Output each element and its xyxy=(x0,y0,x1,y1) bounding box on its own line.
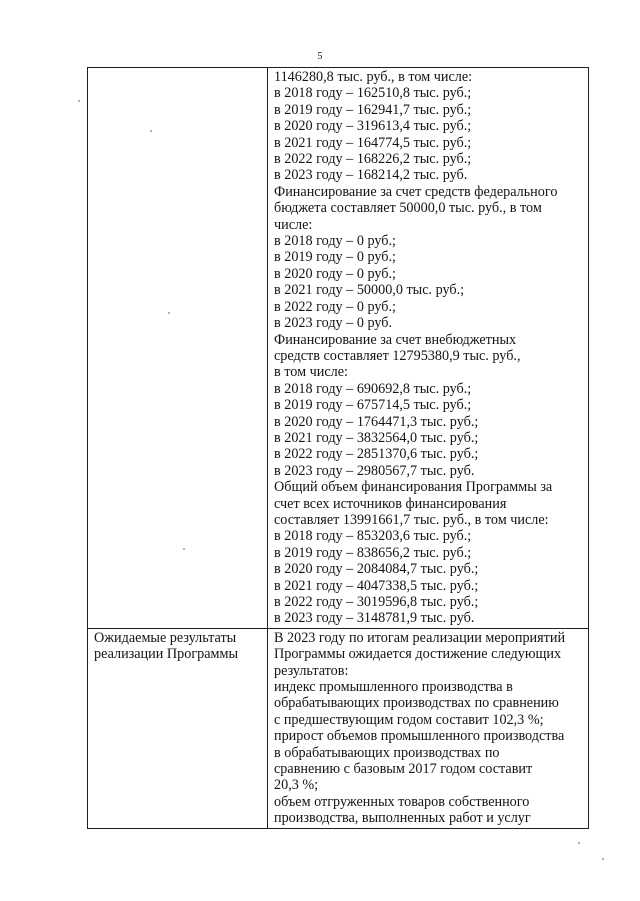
text-line: объем отгруженных товаров собственного xyxy=(274,793,530,810)
text-line: в 2019 году – 838656,2 тыс. руб.; xyxy=(274,544,472,561)
program-passport-table xyxy=(87,67,589,829)
text-line: в 2019 году – 162941,7 тыс. руб.; xyxy=(274,101,472,118)
text-line: индекс промышленного производства в xyxy=(274,679,513,696)
scan-speck xyxy=(602,858,604,860)
text-line: в 2018 году – 853203,6 тыс. руб.; xyxy=(274,528,472,545)
table-row-financing xyxy=(88,68,589,629)
text-line: Общий объем финансирования Программы за xyxy=(274,479,553,496)
text-line: в 2022 году – 3019596,8 тыс. руб.; xyxy=(274,594,479,610)
table-cell-label-empty xyxy=(88,68,268,629)
text-line: производства, выполненных работ и услуг xyxy=(274,810,531,827)
text-line: в 2020 году – 2084084,7 тыс. руб.; xyxy=(274,561,479,578)
text-line: обрабатывающих производствах по сравнению xyxy=(274,695,559,712)
text-line: Финансирование за счет внебюджетных xyxy=(274,331,517,348)
table-cell-expected-results-text xyxy=(268,628,589,828)
table-row-expected-results xyxy=(88,628,589,828)
text-line: 20,3 %; xyxy=(274,777,319,794)
text-line: в 2021 году – 164774,5 тыс. руб.; xyxy=(274,134,472,151)
text-line: в том числе: xyxy=(274,364,348,381)
text-line: бюджета составляет 50000,0 тыс. руб., в том xyxy=(274,200,542,217)
text-line: числе: xyxy=(274,216,313,233)
text-line: В 2023 году по итогам реализации мероприятий xyxy=(274,629,566,646)
text-line: составляет 13991661,7 тыс. руб., в том числе: xyxy=(274,511,549,528)
text-line: в 2021 году – 50000,0 тыс. руб.; xyxy=(274,282,465,299)
table-cell-label-expected-results xyxy=(88,628,268,828)
text-line: прирост объемов промышленного производства xyxy=(274,728,565,745)
text-line: в 2018 году – 162510,8 тыс. руб.; xyxy=(274,85,472,102)
scan-speck xyxy=(168,312,170,314)
text-line: в 2022 году – 2851370,6 тыс. руб.; xyxy=(274,446,479,463)
text-line: Ожидаемые результаты xyxy=(94,629,237,646)
text-line: Программы ожидается достижение следующих xyxy=(274,646,562,663)
text-line: в 2022 году – 168226,2 тыс. руб.; xyxy=(274,151,472,168)
text-line: в 2020 году – 1764471,3 тыс. руб.; xyxy=(274,413,479,430)
page-number: 5 xyxy=(317,51,323,62)
text-line: реализации Программы xyxy=(94,646,239,663)
text-line: в 2023 году – 168214,2 тыс. руб. xyxy=(274,167,468,184)
text-line: в 2023 году – 2980567,7 тыс. руб. xyxy=(274,462,475,479)
text-line: в 2021 году – 4047338,5 тыс. руб.; xyxy=(274,577,479,594)
text-line: 1146280,8 тыс. руб., в том числе: xyxy=(274,69,473,85)
text-line: сравнению с базовым 2017 годом составит xyxy=(274,761,533,778)
text-line: в 2023 году – 3148781,9 тыс. руб. xyxy=(274,610,475,627)
text-line: счет всех источников финансирования xyxy=(274,495,507,512)
text-line: в 2023 году – 0 руб. xyxy=(274,315,393,332)
text-line: в 2020 году – 0 руб.; xyxy=(274,265,396,282)
text-line: в 2021 году – 3832564,0 тыс. руб.; xyxy=(274,429,479,446)
text-line: в 2018 году – 0 руб.; xyxy=(274,233,396,250)
text-line: в 2022 году – 0 руб.; xyxy=(274,298,396,315)
scan-speck xyxy=(578,842,580,844)
scan-speck xyxy=(183,548,185,550)
text-line: в обрабатывающих производствах по xyxy=(274,744,500,761)
scan-speck xyxy=(78,100,80,102)
text-line: в 2019 году – 0 руб.; xyxy=(274,249,396,266)
scan-speck xyxy=(150,130,152,132)
text-line: Финансирование за счет средств федерального xyxy=(274,183,558,200)
text-line: средств составляет 12795380,9 тыс. руб., xyxy=(274,347,521,364)
table-cell-financing-text xyxy=(268,68,589,629)
text-line: результатов: xyxy=(274,662,349,679)
text-line: с предшествующим годом составит 102,3 %; xyxy=(274,711,544,728)
text-line: в 2020 году – 319613,4 тыс. руб.; xyxy=(274,118,472,135)
text-line: в 2018 году – 690692,8 тыс. руб.; xyxy=(274,380,472,397)
text-line: в 2019 году – 675714,5 тыс. руб.; xyxy=(274,397,472,414)
